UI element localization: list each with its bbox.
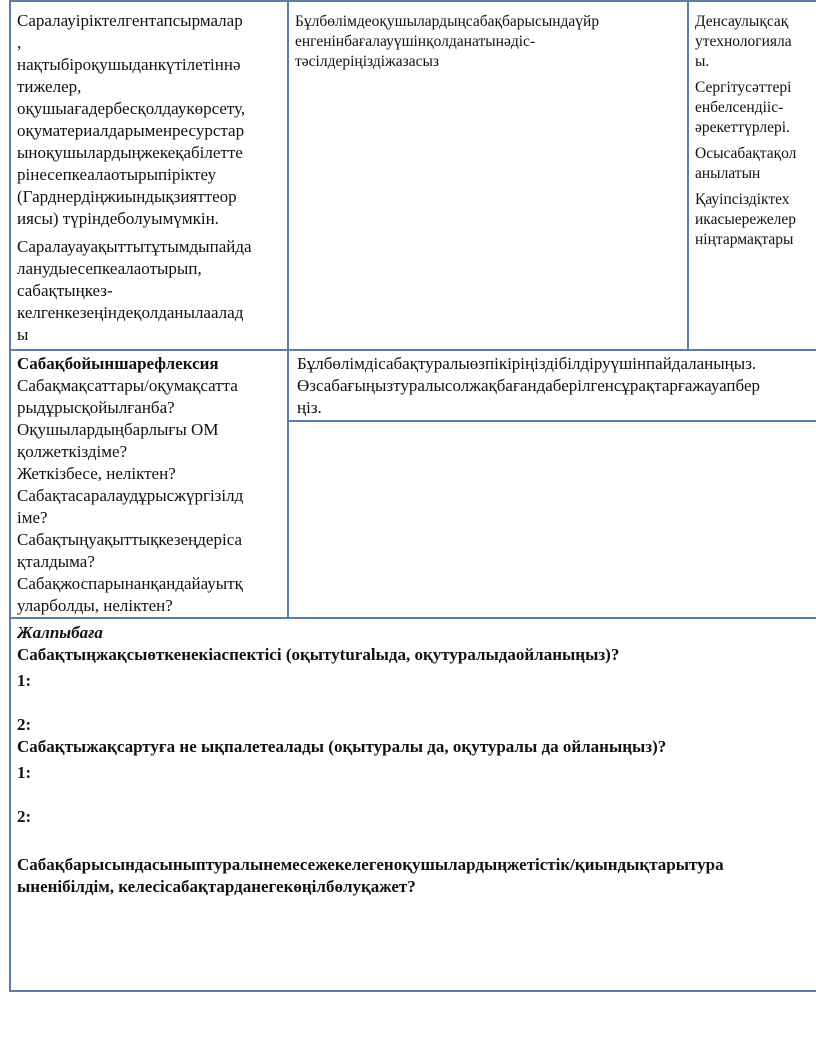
refresh-moments-text: Сергітусәттері енбелсендіiс- әрекеттүрлері. — [695, 79, 792, 136]
safety-rules-text: Қауіпсіздіктех икасыережелер ніңтармақтары — [695, 191, 797, 248]
question-good-aspects: Сабақтыңжақсыөткенекіаспектісі (оқытуturalыда, оқутуралыдаойланыңыз)? — [17, 645, 620, 664]
col-divider-1 — [287, 0, 289, 617]
differentiation-paragraph-2: Саралауауақыттытұтымдыпайда ланудыесепкеалаотырып, сабақтыңкез- келгенкезеңіндеқолданылаалад ы — [17, 237, 252, 344]
health-safety-cell — [695, 12, 816, 256]
row2-col2-divider — [287, 420, 816, 422]
table-border-top — [9, 0, 816, 2]
table-border-bottom — [9, 990, 816, 992]
col-divider-2 — [687, 0, 689, 349]
reflection-instruction-cell: Бұлбөлімдісабақтуралыөзпікіріңіздібілдіруүшінпайдаланыңыз. Өзсабағыңызтуралысолжақбағандаберілгенсұрақтарғажауапбер ңіз. — [297, 354, 760, 417]
differentiation-paragraph-1: Саралауіріктелгентапсырмалар , нақтыбіроқушыданкүтілетіннә тижелер, оқушыағадербесқолдаукөрсету, оқуматериалдарыменресурстар ыноқушылардыңжекеқабілетте рінесепкеалаотырыпіріктеу (Гарднердіңжиындықзияттеор иясы) түріндеболуымүмкін. — [17, 11, 246, 228]
reflection-title: Сабақбойыншарефлексия — [17, 354, 219, 373]
reflection-cell: Сабақбойыншарефлексия Сабақмақсаттары/оқумақсатта рыдұрысқойылғанба? Оқушылардыңбарлығы ОМ қолжеткіздіме? Жеткізбесе, неліктен? Сабақтасаралаудұрысжүргізілд іме? Сабақтыңуақыттықкезеңдеріса қталдыма? Сабақжоспарынанқандайауытқ уларболды, неліктен? — [17, 353, 285, 617]
lesson-plan-table — [9, 0, 816, 992]
used-in-lesson-text: Осысабақтақол анылатын — [695, 145, 797, 182]
assessment-cell: Бұлбөлімдеоқушылардыңсабақбарысындаүйр енгенінбағалауүшінқолданатынәдіс- тәсілдеріңіздіжазасыз — [295, 13, 600, 70]
overall-title: Жалпыбаға — [17, 623, 103, 642]
question-learned: Сабақбарысындасыныптуралынемесежекелегеноқушылардыңжетістік/қиындықтарытура — [17, 855, 724, 874]
row-divider-2 — [9, 617, 816, 619]
health-tech-text: Денсаулықсақ утехнологиялa ы. — [695, 13, 792, 70]
differentiation-cell — [17, 10, 285, 352]
question-improve: Сабақтыжақсартуға не ықпалетеалады (оқытуралы да, оқутуралы да ойланыңыз)? — [17, 737, 667, 756]
overall-assessment-cell: Жалпыбаға Сабақтыңжақсыөткенекіаспектісі (оқытуturalыда, оқутуралыдаойланыңыз)? 1: 2: Сабақтыжақсартуға не ықпалетеалады (оқытуралы да, оқутуралы да ойланыңыз)? 1: 2: Сабақбарысындасыныптуралынемесежекелегеноқушылардыңжетістік/қиындықтарытура ыненібілдім, келесісабақтарданегекөңілбөлуқажет? — [17, 622, 816, 898]
table-border-left — [9, 0, 11, 992]
